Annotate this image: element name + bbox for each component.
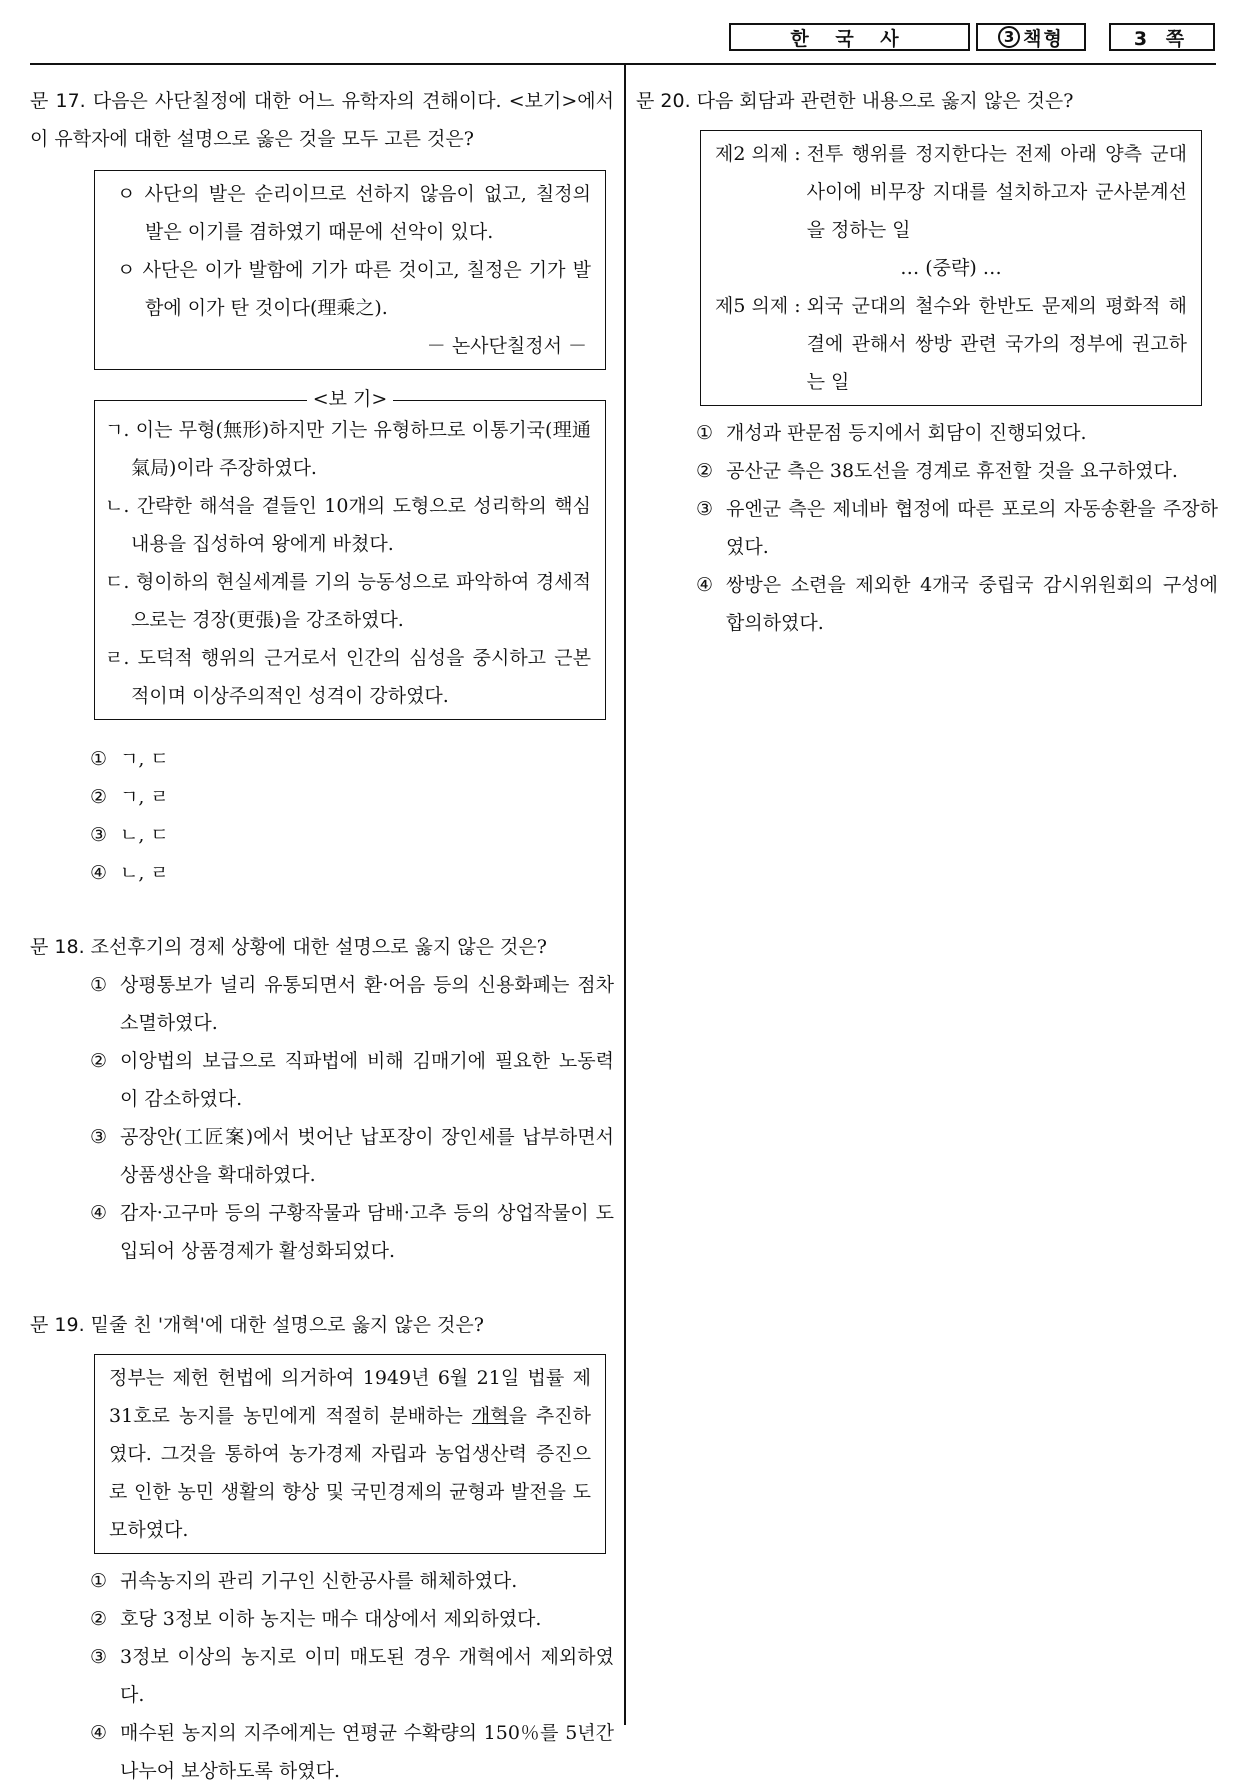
question-19-stem-text: 밑줄 친 '개혁'에 대한 설명으로 옳지 않은 것은?: [90, 1314, 484, 1336]
option-mark: ②: [90, 1050, 108, 1072]
left-column: [30, 82, 614, 1790]
answer-option[interactable]: [90, 966, 614, 1042]
agenda-2-label: 제2 의제 :: [715, 143, 801, 165]
option-mark: ②: [90, 1608, 108, 1630]
question-20-passage: [700, 130, 1202, 406]
option-mark: ②: [696, 460, 714, 482]
option-text: 공산군 측은 38도선을 경계로 휴전할 것을 요구하였다.: [726, 460, 1178, 482]
subject-label: 한 국 사: [729, 23, 970, 51]
question-18-stem: [30, 928, 614, 966]
header-divider: [30, 63, 1216, 65]
option-text: 쌍방은 소련을 제외한 4개국 중립국 감시위원회의 구성에 합의하였다.: [726, 574, 1218, 634]
answer-option[interactable]: [696, 490, 1218, 566]
answer-option[interactable]: [696, 414, 1218, 452]
bogi-item: ㄹ. 도덕적 행위의 근거로서 인간의 심성을 중시하고 근본적이며 이상주의적인 성격이 강하였다.: [105, 647, 591, 707]
option-mark: ①: [90, 748, 108, 770]
question-20-stem-text: 다음 회담과 관련한 내용으로 옳지 않은 것은?: [696, 90, 1074, 112]
bogi-title: <보 기>: [95, 387, 605, 411]
question-17: [30, 82, 614, 892]
answer-option[interactable]: [90, 1042, 614, 1118]
option-mark: ④: [90, 1202, 108, 1224]
option-text: 이앙법의 보급으로 직파법에 비해 김매기에 필요한 노동력이 감소하였다.: [120, 1050, 614, 1110]
bogi-item: ㄱ. 이는 무형(無形)하지만 기는 유형하므로 이통기국(理通氣局)이라 주장하였다.: [105, 419, 591, 479]
question-18: [30, 928, 614, 1270]
option-text: 호당 3정보 이하 농지는 매수 대상에서 제외하였다.: [120, 1608, 542, 1630]
option-mark: ①: [90, 974, 108, 996]
question-19-stem: [30, 1306, 614, 1344]
booklet-type-label: [976, 23, 1086, 51]
option-mark: ①: [90, 1570, 108, 1592]
answer-option[interactable]: [90, 1638, 614, 1714]
passage-item: ㅇ 사단은 이가 발함에 기가 따른 것이고, 칠정은 기가 발함에 이가 탄 것이다(理乘之).: [117, 259, 591, 319]
question-19-options: [90, 1562, 614, 1790]
answer-option[interactable]: [696, 452, 1218, 490]
option-mark: ④: [90, 1722, 108, 1744]
bogi-item: ㄷ. 형이하의 현실세계를 기의 능동성으로 파악하여 경세적으로는 경장(更張)을 강조하였다.: [105, 571, 591, 631]
option-mark: ③: [90, 1126, 108, 1148]
option-text: 유엔군 측은 제네바 협정에 따른 포로의 자동송환을 주장하였다.: [726, 498, 1218, 558]
passage-item: ㅇ 사단의 발은 순리이므로 선하지 않음이 없고, 칠정의 발은 이기를 겸하였기 때문에 선악이 있다.: [117, 183, 591, 243]
question-17-bogi-box: [94, 388, 606, 720]
omission-mark: … (중략) …: [900, 257, 1002, 279]
option-text: ㄱ, ㄷ: [120, 748, 169, 770]
question-20-options: [696, 414, 1218, 642]
passage-source: － 논사단칠정서 －: [426, 335, 587, 357]
question-20: [636, 82, 1218, 642]
answer-option[interactable]: [696, 566, 1218, 642]
option-text: 개성과 판문점 등지에서 회담이 진행되었다.: [726, 422, 1087, 444]
agenda-2: [715, 135, 1187, 249]
answer-option[interactable]: [90, 816, 614, 854]
option-mark: ③: [696, 498, 714, 520]
agenda-5: [715, 287, 1187, 401]
option-mark: ③: [90, 824, 108, 846]
column-divider: [624, 65, 626, 1725]
page-number: 3 쪽: [1109, 23, 1215, 51]
answer-option[interactable]: [90, 1194, 614, 1270]
option-mark: ③: [90, 1646, 108, 1668]
booklet-number: 3: [998, 26, 1020, 48]
booklet-type-text: 책형: [1023, 27, 1064, 50]
question-20-stem: [636, 82, 1218, 120]
passage-text: 정부는 제헌 헌법에 의거하여 1949년 6월 21일 법률 제31호로 농지를 농민에게 적절히 분배하는: [109, 1367, 591, 1427]
option-mark: ①: [696, 422, 714, 444]
option-text: ㄴ, ㄷ: [120, 824, 169, 846]
question-19-passage: [94, 1354, 606, 1554]
option-text: 상평통보가 널리 유통되면서 환·어음 등의 신용화폐는 점차 소멸하였다.: [120, 974, 614, 1034]
option-text: 매수된 농지의 지주에게는 연평균 수확량의 150％를 5년간 나누어 보상하도록 하였다.: [120, 1722, 614, 1782]
option-text: 귀속농지의 관리 기구인 신한공사를 해체하였다.: [120, 1570, 518, 1592]
question-18-stem-text: 조선후기의 경제 상황에 대한 설명으로 옳지 않은 것은?: [90, 936, 547, 958]
question-19: [30, 1306, 614, 1790]
passage-text: 을 추진하였다. 그것을 통하여 농가경제 자립과 농업생산력 증진으로 인한 농민 생활의 향상 및 국민경제의 균형과 발전을 도모하였다.: [109, 1405, 591, 1541]
agenda-5-text: 외국 군대의 철수와 한반도 문제의 평화적 해결에 관해서 쌍방 관련 국가의 정부에 권고하는 일: [806, 295, 1187, 393]
answer-option[interactable]: [90, 854, 614, 892]
question-17-options: [90, 740, 614, 892]
option-text: 공장안(工匠案)에서 벗어난 납포장이 장인세를 납부하면서 상품생산을 확대하였다.: [120, 1126, 614, 1186]
answer-option[interactable]: [90, 1600, 614, 1638]
question-19-number: 문 19.: [30, 1314, 85, 1336]
option-text: 감자·고구마 등의 구황작물과 담배·고추 등의 상업작물이 도입되어 상품경제가 활성화되었다.: [120, 1202, 614, 1262]
question-17-passage: [94, 170, 606, 370]
answer-option[interactable]: [90, 778, 614, 816]
bogi-item: ㄴ. 간략한 해석을 곁들인 10개의 도형으로 성리학의 핵심 내용을 집성하여 왕에게 바쳤다.: [105, 495, 591, 555]
answer-option[interactable]: [90, 740, 614, 778]
option-text: 3정보 이상의 농지로 이미 매도된 경우 개혁에서 제외하였다.: [120, 1646, 614, 1706]
option-mark: ④: [696, 574, 714, 596]
option-mark: ④: [90, 862, 108, 884]
agenda-2-text: 전투 행위를 정지한다는 전제 아래 양측 군대 사이에 비무장 지대를 설치하고자 군사분계선을 정하는 일: [806, 143, 1187, 241]
agenda-5-label: 제5 의제 :: [715, 295, 801, 317]
answer-option[interactable]: [90, 1562, 614, 1600]
option-text: ㄱ, ㄹ: [120, 786, 169, 808]
question-17-stem: [30, 82, 614, 158]
underlined-term: 개혁: [471, 1405, 509, 1427]
question-17-stem-text: 다음은 사단칠정에 대한 어느 유학자의 견해이다. <보기>에서 이 유학자에 대한 설명으로 옳은 것을 모두 고른 것은?: [30, 90, 614, 150]
question-18-number: 문 18.: [30, 936, 85, 958]
answer-option[interactable]: [90, 1118, 614, 1194]
question-20-number: 문 20.: [636, 90, 691, 112]
option-mark: ②: [90, 786, 108, 808]
question-17-number: 문 17.: [30, 90, 86, 112]
option-text: ㄴ, ㄹ: [120, 862, 169, 884]
question-18-options: [90, 966, 614, 1270]
answer-option[interactable]: [90, 1714, 614, 1790]
right-column: [636, 82, 1218, 642]
